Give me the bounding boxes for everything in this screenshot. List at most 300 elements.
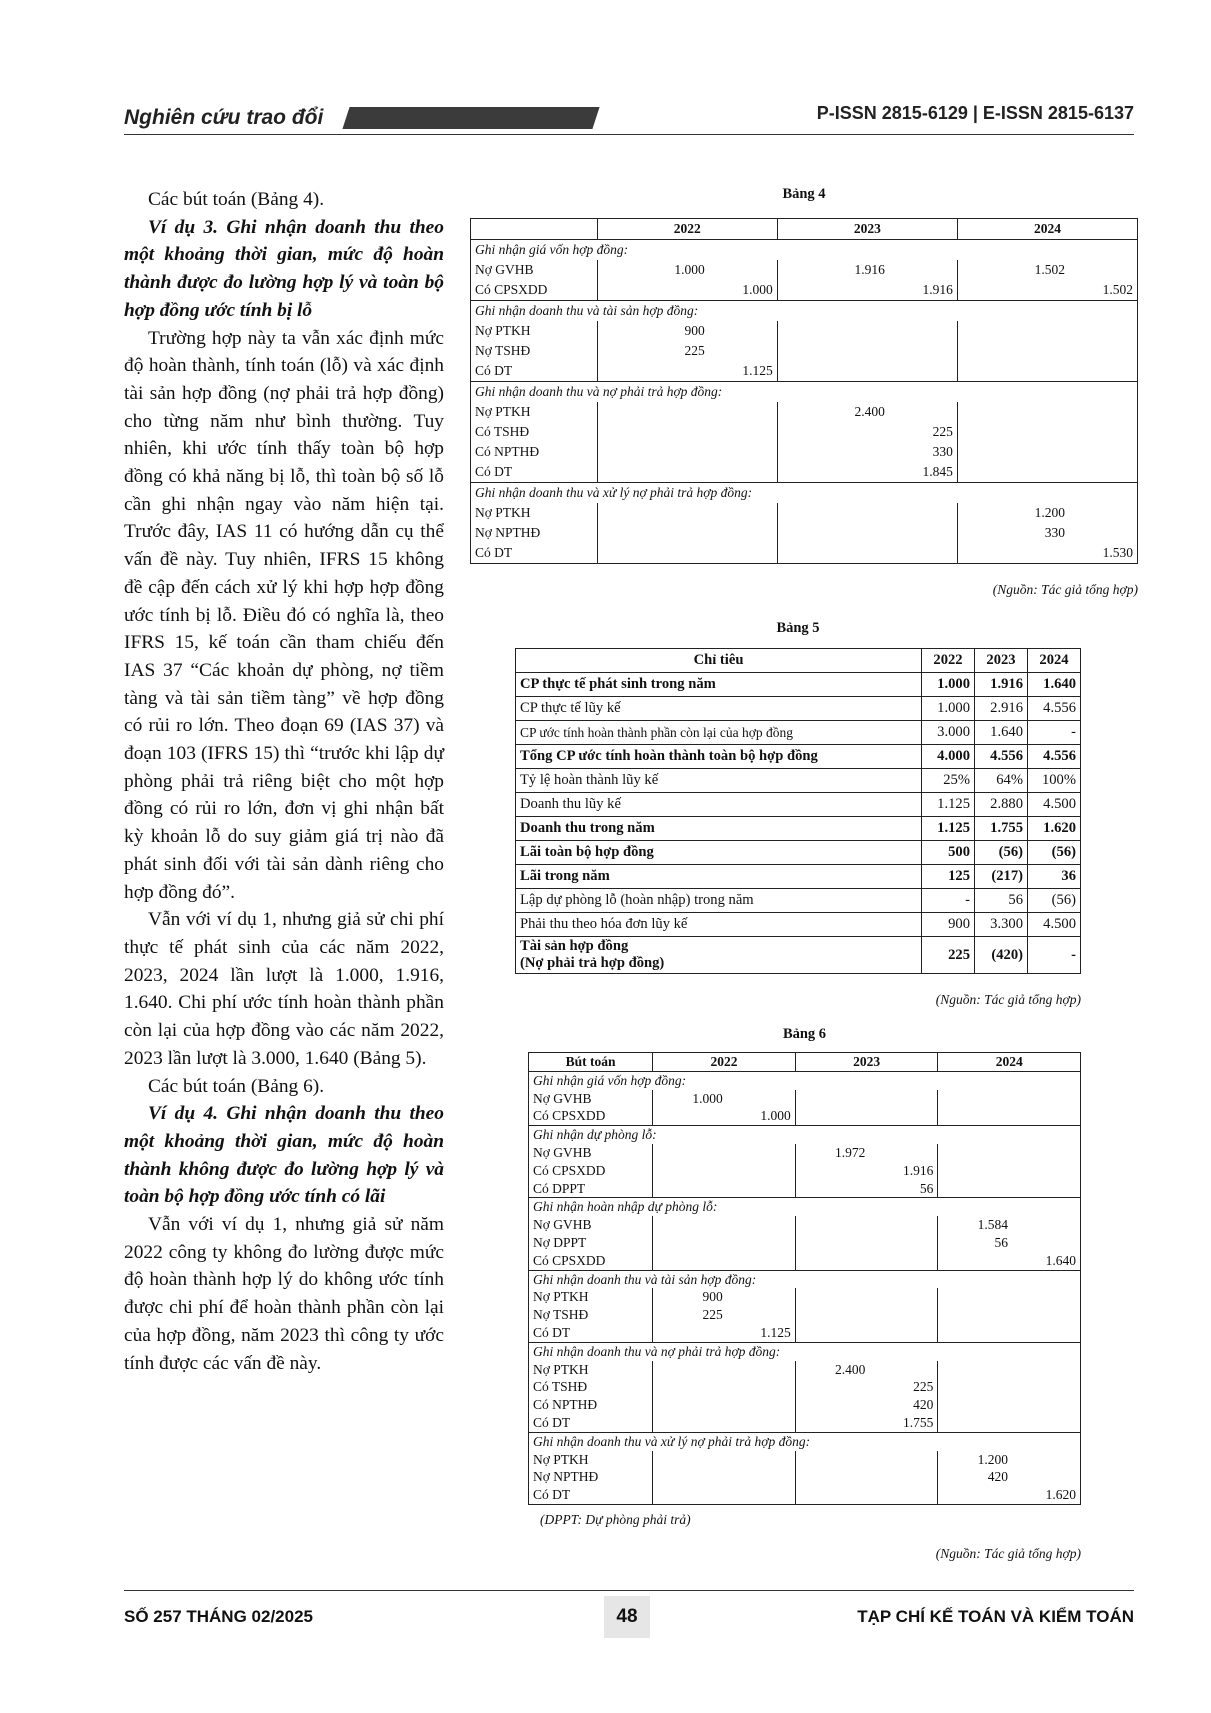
entry-row	[529, 1234, 1081, 1252]
table5-source: (Nguồn: Tác giả tổng hợp)	[935, 992, 1081, 1007]
account-label: Có DT	[471, 462, 598, 483]
entry-row	[529, 1090, 1081, 1108]
amount-cell	[777, 280, 957, 301]
amount-cell	[938, 1234, 1081, 1252]
account-label: Có CPSXDD	[529, 1162, 653, 1180]
entry-row	[471, 462, 1138, 483]
metric-label: Lập dự phòng lỗ (hoàn nhập) trong năm	[516, 889, 922, 913]
metric-value: 4.556	[975, 745, 1028, 769]
credit-amount: 1.755	[903, 1414, 934, 1430]
amount-cell	[777, 402, 957, 422]
account-label: Nợ PTKH	[471, 503, 598, 523]
credit-amount: 1.620	[1045, 1487, 1076, 1503]
metric-value: -	[1028, 937, 1081, 974]
entry-row	[529, 1288, 1081, 1306]
entry-row	[529, 1414, 1081, 1432]
section-row	[529, 1071, 1081, 1089]
entry-row	[529, 1451, 1081, 1469]
amount-cell	[938, 1451, 1081, 1469]
entry-row	[529, 1306, 1081, 1324]
amount-cell	[938, 1378, 1081, 1396]
column-header: 2023	[795, 1053, 938, 1072]
issn: P-ISSN 2815-6129 | E-ISSN 2815-6137	[816, 103, 1134, 123]
amount-cell	[938, 1144, 1081, 1162]
amount-cell	[957, 402, 1137, 422]
metric-value: 100%	[1028, 769, 1081, 793]
amount-cell	[653, 1414, 796, 1432]
metric-row	[516, 889, 1081, 913]
account-label: Nợ PTKH	[529, 1361, 653, 1379]
entry-row	[529, 1486, 1081, 1504]
example-heading: Ví dụ 3. Ghi nhận doanh thu theo một khoảng thời gian, mức độ hoàn thành được đo lường hợp lý và toàn bộ hợp đồng ước tính bị lỗ	[124, 216, 444, 321]
header-row	[516, 649, 1081, 673]
credit-amount: 1.125	[742, 363, 773, 378]
metric-value: 3.300	[975, 913, 1028, 937]
amount-cell	[795, 1090, 938, 1108]
entry-row	[471, 523, 1138, 543]
metric-label: Doanh thu trong năm	[516, 817, 922, 841]
account-label: Nợ PTKH	[529, 1451, 653, 1469]
debit-amount: 1.972	[835, 1144, 866, 1160]
body-text-column	[124, 186, 444, 1377]
amount-cell	[597, 341, 777, 361]
account-label: Có DT	[471, 361, 598, 382]
account-label: Có DT	[471, 543, 598, 564]
metric-value: 56	[975, 889, 1028, 913]
amount-cell	[938, 1090, 1081, 1108]
account-label: Có DT	[529, 1486, 653, 1504]
footer-rule	[124, 1590, 1134, 1591]
paragraph: Vẫn với ví dụ 1, nhưng giả sử chi phí thực tế phát sinh của các năm 2022, 2023, 2024 lần lượt là 1.000, 1.916, 1.640. Chi phí ước tính hoàn thành phần còn lại của hợp đồng vào các năm 2022, 2023 lần lượt là 3.000, 1.640 (Bảng 5).	[124, 909, 444, 1069]
section-row	[529, 1432, 1081, 1450]
credit-amount: 1.845	[922, 464, 953, 479]
metric-value: (56)	[1028, 841, 1081, 865]
entry-row	[529, 1378, 1081, 1396]
example-heading: Ví dụ 4. Ghi nhận doanh thu theo một khoảng thời gian, mức độ hoàn thành không được đo lường hợp lý và toàn bộ hợp đồng ước tính có lãi	[124, 1103, 444, 1208]
column-header: 2022	[597, 219, 777, 240]
credit-amount: 1.530	[1102, 545, 1133, 560]
debit-amount: 900	[684, 323, 705, 338]
metric-value: 125	[922, 865, 975, 889]
amount-cell	[653, 1216, 796, 1234]
metric-row	[516, 745, 1081, 769]
account-label: Có DPPT	[529, 1180, 653, 1198]
amount-cell	[938, 1361, 1081, 1379]
entry-row	[471, 341, 1138, 361]
metric-value: 2.916	[975, 697, 1028, 721]
header-row	[529, 1053, 1081, 1072]
table5	[515, 648, 1081, 974]
amount-cell	[777, 442, 957, 462]
section-title: Ghi nhận doanh thu và xử lý nợ phải trả hợp đồng:	[529, 1432, 1081, 1450]
table6	[528, 1052, 1081, 1505]
account-label: Nợ NPTHĐ	[471, 523, 598, 543]
section-row	[529, 1342, 1081, 1360]
metric-value: 1.125	[922, 793, 975, 817]
section-title: Nghiên cứu trao đổi	[124, 106, 324, 129]
debit-amount: 900	[702, 1289, 723, 1305]
credit-amount: 330	[932, 444, 953, 459]
amount-cell	[938, 1216, 1081, 1234]
amount-cell	[795, 1378, 938, 1396]
journal-name: TẠP CHÍ KẾ TOÁN VÀ KIỂM TOÁN	[857, 1607, 1134, 1626]
metric-value: 2.880	[975, 793, 1028, 817]
metric-row	[516, 937, 1081, 974]
metric-value: 3.000	[922, 721, 975, 745]
entry-row	[529, 1396, 1081, 1414]
section-row	[471, 301, 1138, 322]
debit-amount: 330	[1044, 525, 1065, 540]
table6-caption: Bảng 6	[782, 1026, 827, 1042]
table4	[470, 218, 1138, 564]
amount-cell	[795, 1361, 938, 1379]
entry-row	[529, 1162, 1081, 1180]
amount-cell	[777, 543, 957, 564]
header-rule	[124, 134, 1134, 135]
credit-amount: 1.000	[742, 282, 773, 297]
table6-source: (Nguồn: Tác giả tổng hợp)	[935, 1546, 1081, 1561]
amount-cell	[795, 1486, 938, 1504]
amount-cell	[938, 1162, 1081, 1180]
amount-cell	[957, 361, 1137, 382]
amount-cell	[938, 1252, 1081, 1270]
credit-amount: 1.916	[922, 282, 953, 297]
metric-value: (56)	[1028, 889, 1081, 913]
credit-amount: 1.125	[760, 1324, 791, 1340]
metric-value: 64%	[975, 769, 1028, 793]
debit-amount: 420	[987, 1469, 1008, 1485]
entry-row	[529, 1252, 1081, 1270]
section-title: Ghi nhận doanh thu và nợ phải trả hợp đồng:	[529, 1342, 1081, 1360]
amount-cell	[777, 523, 957, 543]
metric-value: 1.125	[922, 817, 975, 841]
metric-row	[516, 817, 1081, 841]
amount-cell	[957, 321, 1137, 341]
section-row	[471, 382, 1138, 403]
column-header: 2023	[975, 649, 1028, 673]
amount-cell	[777, 462, 957, 483]
section-title: Ghi nhận dự phòng lỗ:	[529, 1126, 1081, 1144]
section-row	[471, 240, 1138, 261]
amount-cell	[597, 321, 777, 341]
credit-amount: 420	[913, 1397, 934, 1413]
amount-cell	[653, 1468, 796, 1486]
account-label: Nợ DPPT	[529, 1234, 653, 1252]
metric-label: Phải thu theo hóa đơn lũy kế	[516, 913, 922, 937]
amount-cell	[795, 1216, 938, 1234]
metric-row	[516, 721, 1081, 745]
metric-value: (420)	[975, 937, 1028, 974]
header-decor-bar	[342, 107, 599, 129]
amount-cell	[957, 543, 1137, 564]
account-label: Nợ PTKH	[529, 1288, 653, 1306]
entry-row	[471, 503, 1138, 523]
metric-value: -	[922, 889, 975, 913]
amount-cell	[653, 1378, 796, 1396]
amount-cell	[795, 1180, 938, 1198]
amount-cell	[653, 1486, 796, 1504]
amount-cell	[938, 1414, 1081, 1432]
metric-label: Tỷ lệ hoàn thành lũy kế	[516, 769, 922, 793]
credit-amount: 1.000	[760, 1108, 791, 1124]
amount-cell	[938, 1486, 1081, 1504]
metric-label: Lãi trong năm	[516, 865, 922, 889]
account-label: Nợ GVHB	[471, 260, 598, 280]
metric-value: 1.640	[1028, 673, 1081, 697]
amount-cell	[597, 260, 777, 280]
amount-cell	[957, 422, 1137, 442]
amount-cell	[777, 422, 957, 442]
amount-cell	[795, 1324, 938, 1342]
credit-amount: 225	[913, 1379, 934, 1395]
metric-value: 25%	[922, 769, 975, 793]
section-title: Ghi nhận doanh thu và tài sản hợp đồng:	[471, 301, 1138, 322]
section-title: Ghi nhận doanh thu và xử lý nợ phải trả hợp đồng:	[471, 483, 1138, 504]
amount-cell	[653, 1162, 796, 1180]
issue-label: SỐ 257 THÁNG 02/2025	[124, 1607, 313, 1626]
amount-cell	[938, 1288, 1081, 1306]
amount-cell	[597, 442, 777, 462]
page-header	[124, 98, 1134, 134]
amount-cell	[957, 503, 1137, 523]
debit-amount: 1.000	[674, 262, 705, 277]
metric-label: CP thực tế phát sinh trong năm	[516, 673, 922, 697]
metric-row	[516, 913, 1081, 937]
debit-amount: 225	[684, 343, 705, 358]
entry-row	[529, 1361, 1081, 1379]
debit-amount: 1.502	[1034, 262, 1065, 277]
metric-value: 1.000	[922, 673, 975, 697]
entry-row	[529, 1180, 1081, 1198]
amount-cell	[597, 543, 777, 564]
amount-cell	[597, 422, 777, 442]
metric-value: 4.000	[922, 745, 975, 769]
amount-cell	[795, 1288, 938, 1306]
amount-cell	[777, 260, 957, 280]
amount-cell	[653, 1396, 796, 1414]
amount-cell	[597, 462, 777, 483]
account-label: Nợ TSHĐ	[471, 341, 598, 361]
amount-cell	[597, 523, 777, 543]
account-label: Có TSHĐ	[471, 422, 598, 442]
metric-label: Tài sản hợp đồng (Nợ phải trả hợp đồng)	[516, 937, 922, 974]
amount-cell	[653, 1090, 796, 1108]
amount-cell	[957, 341, 1137, 361]
metric-row	[516, 841, 1081, 865]
account-label: Nợ PTKH	[471, 321, 598, 341]
entry-row	[471, 422, 1138, 442]
account-label: Nợ GVHB	[529, 1090, 653, 1108]
metric-label: Lãi toàn bộ hợp đồng	[516, 841, 922, 865]
amount-cell	[597, 361, 777, 382]
paragraph: Vẫn với ví dụ 1, nhưng giả sử năm 2022 công ty không đo lường được mức độ hoàn thành hợp lý do không ước tính được chi phí để hoàn thành phần còn lại của hợp đồng, năm 2023 thì công ty ước tính được các vấn đề này.	[124, 1214, 444, 1374]
account-label: Nợ NPTHĐ	[529, 1468, 653, 1486]
account-label: Nợ PTKH	[471, 402, 598, 422]
debit-amount: 2.400	[854, 404, 885, 419]
amount-cell	[795, 1306, 938, 1324]
amount-cell	[938, 1107, 1081, 1125]
amount-cell	[653, 1180, 796, 1198]
amount-cell	[653, 1252, 796, 1270]
amount-cell	[938, 1468, 1081, 1486]
column-header: 2022	[653, 1053, 796, 1072]
entry-row	[471, 361, 1138, 382]
metric-value: (217)	[975, 865, 1028, 889]
metric-value: 225	[922, 937, 975, 974]
entry-row	[471, 321, 1138, 341]
amount-cell	[597, 503, 777, 523]
amount-cell	[777, 321, 957, 341]
account-label: Nợ GVHB	[529, 1144, 653, 1162]
credit-amount: 56	[919, 1180, 934, 1196]
account-label: Nợ TSHĐ	[529, 1306, 653, 1324]
account-label: Có TSHĐ	[529, 1378, 653, 1396]
amount-cell	[653, 1306, 796, 1324]
entry-row	[529, 1144, 1081, 1162]
metric-label: CP ước tính hoàn thành phần còn lại của hợp đồng	[516, 721, 922, 745]
amount-cell	[653, 1361, 796, 1379]
column-header: 2022	[922, 649, 975, 673]
metric-value: 900	[922, 913, 975, 937]
column-header: Chỉ tiêu	[516, 649, 922, 673]
amount-cell	[938, 1306, 1081, 1324]
account-label: Có DT	[529, 1324, 653, 1342]
paragraph: Các bút toán (Bảng 4).	[148, 189, 325, 210]
entry-row	[471, 280, 1138, 301]
amount-cell	[653, 1234, 796, 1252]
amount-cell	[957, 280, 1137, 301]
section-title: Ghi nhận giá vốn hợp đồng:	[471, 240, 1138, 261]
entry-row	[471, 442, 1138, 462]
amount-cell	[795, 1396, 938, 1414]
metric-value: 4.500	[1028, 913, 1081, 937]
metric-value: 4.556	[1028, 697, 1081, 721]
amount-cell	[653, 1324, 796, 1342]
section-title: Ghi nhận giá vốn hợp đồng:	[529, 1071, 1081, 1089]
metric-value: 1.755	[975, 817, 1028, 841]
column-header: 2024	[1028, 649, 1081, 673]
amount-cell	[597, 280, 777, 301]
debit-amount: 2.400	[835, 1361, 866, 1377]
section-row	[529, 1126, 1081, 1144]
account-label: Có NPTHĐ	[471, 442, 598, 462]
column-header	[471, 219, 598, 240]
amount-cell	[777, 341, 957, 361]
account-label: Có NPTHĐ	[529, 1396, 653, 1414]
amount-cell	[795, 1252, 938, 1270]
credit-amount: 1.916	[903, 1162, 934, 1178]
metric-value: 1.640	[975, 721, 1028, 745]
metric-row	[516, 697, 1081, 721]
amount-cell	[777, 503, 957, 523]
credit-amount: 1.502	[1102, 282, 1133, 297]
amount-cell	[938, 1324, 1081, 1342]
table4-caption: Bảng 4	[782, 186, 826, 202]
entry-row	[471, 260, 1138, 280]
amount-cell	[653, 1107, 796, 1125]
section-title: Ghi nhận doanh thu và nợ phải trả hợp đồng:	[471, 382, 1138, 403]
metric-value: 1.000	[922, 697, 975, 721]
metric-value: -	[1028, 721, 1081, 745]
amount-cell	[957, 462, 1137, 483]
section-row	[471, 483, 1138, 504]
table5-caption: Bảng 5	[776, 620, 820, 636]
account-label: Có CPSXDD	[471, 280, 598, 301]
metric-value: 36	[1028, 865, 1081, 889]
amount-cell	[795, 1107, 938, 1125]
entry-row	[471, 402, 1138, 422]
section-row	[529, 1270, 1081, 1288]
amount-cell	[795, 1414, 938, 1432]
amount-cell	[795, 1468, 938, 1486]
amount-cell	[795, 1234, 938, 1252]
section-title: Ghi nhận hoàn nhập dự phòng lỗ:	[529, 1198, 1081, 1216]
metric-value: 4.500	[1028, 793, 1081, 817]
table6-note: (DPPT: Dự phòng phải trả)	[540, 1512, 691, 1527]
amount-cell	[957, 523, 1137, 543]
column-header: 2024	[938, 1053, 1081, 1072]
metric-value: (56)	[975, 841, 1028, 865]
amount-cell	[938, 1180, 1081, 1198]
amount-cell	[795, 1451, 938, 1469]
entry-row	[471, 543, 1138, 564]
amount-cell	[653, 1288, 796, 1306]
metric-row	[516, 673, 1081, 697]
section-title: Ghi nhận doanh thu và tài sản hợp đồng:	[529, 1270, 1081, 1288]
metric-value: 1.916	[975, 673, 1028, 697]
column-header: Bút toán	[529, 1053, 653, 1072]
amount-cell	[653, 1144, 796, 1162]
metric-row	[516, 793, 1081, 817]
entry-row	[529, 1324, 1081, 1342]
debit-amount: 1.200	[977, 1451, 1008, 1467]
section-row	[529, 1198, 1081, 1216]
credit-amount: 1.640	[1045, 1252, 1076, 1268]
debit-amount: 1.000	[692, 1090, 723, 1106]
debit-amount: 1.584	[977, 1217, 1008, 1233]
debit-amount: 225	[702, 1307, 723, 1323]
page-footer	[124, 1590, 1134, 1650]
account-label: Có CPSXDD	[529, 1107, 653, 1125]
metric-label: CP thực tế lũy kế	[516, 697, 922, 721]
account-label: Nợ GVHB	[529, 1216, 653, 1234]
column-header: 2024	[957, 219, 1137, 240]
amount-cell	[938, 1396, 1081, 1414]
paragraph: Các bút toán (Bảng 6).	[148, 1075, 325, 1097]
metric-value: 1.620	[1028, 817, 1081, 841]
amount-cell	[795, 1162, 938, 1180]
amount-cell	[957, 260, 1137, 280]
account-label: Có DT	[529, 1414, 653, 1432]
credit-amount: 225	[932, 424, 953, 439]
paragraph: Trường hợp này ta vẫn xác định mức độ hoàn thành, tính toán (lỗ) và xác định tài sản hợp đồng (nợ phải trả hợp đồng) cho từng năm như bình thường. Tuy nhiên, khi ước tính thấy toàn bộ hợp đồng có khả năng bị lỗ, thì toàn bộ số lỗ cần ghi nhận ngay vào năm hiện tại. Trước đây, IAS 11 có hướng dẫn cụ thể vấn đề này. Tuy nhiên, IFRS 15 không đề cập đến cách xử lý khi hợp hợp đồng ước tính bị lỗ. Điều đó có nghĩa là, theo IFRS 15, kế toán cần tham chiếu đến IAS 37 “Các khoản dự phòng, nợ tiềm tàng và tài sản tiềm tàng” về hợp đồng có rủi ro lớn. Theo đoạn 69 (IAS 37) và đoạn 103 (IFRS 15) thì “trước khi lập dự phòng phải trả riêng biệt cho một hợp đồng có rủi ro lớn, đơn vị ghi nhận bất kỳ khoản lỗ do suy giảm giá trị nào đã phát sinh đối với tài sản dành riêng cho hợp đồng đó”.	[124, 327, 444, 903]
amount-cell	[653, 1451, 796, 1469]
column-header: 2023	[777, 219, 957, 240]
header-row	[471, 219, 1138, 240]
entry-row	[529, 1107, 1081, 1125]
metric-value: 500	[922, 841, 975, 865]
metric-label: Tổng CP ước tính hoàn thành toàn bộ hợp đồng	[516, 745, 922, 769]
metric-value: 4.556	[1028, 745, 1081, 769]
metric-label: Doanh thu lũy kế	[516, 793, 922, 817]
entry-row	[529, 1468, 1081, 1486]
page-number: 48	[604, 1596, 650, 1638]
account-label: Có CPSXDD	[529, 1252, 653, 1270]
amount-cell	[597, 402, 777, 422]
amount-cell	[957, 442, 1137, 462]
debit-amount: 1.916	[854, 262, 885, 277]
metric-row	[516, 865, 1081, 889]
